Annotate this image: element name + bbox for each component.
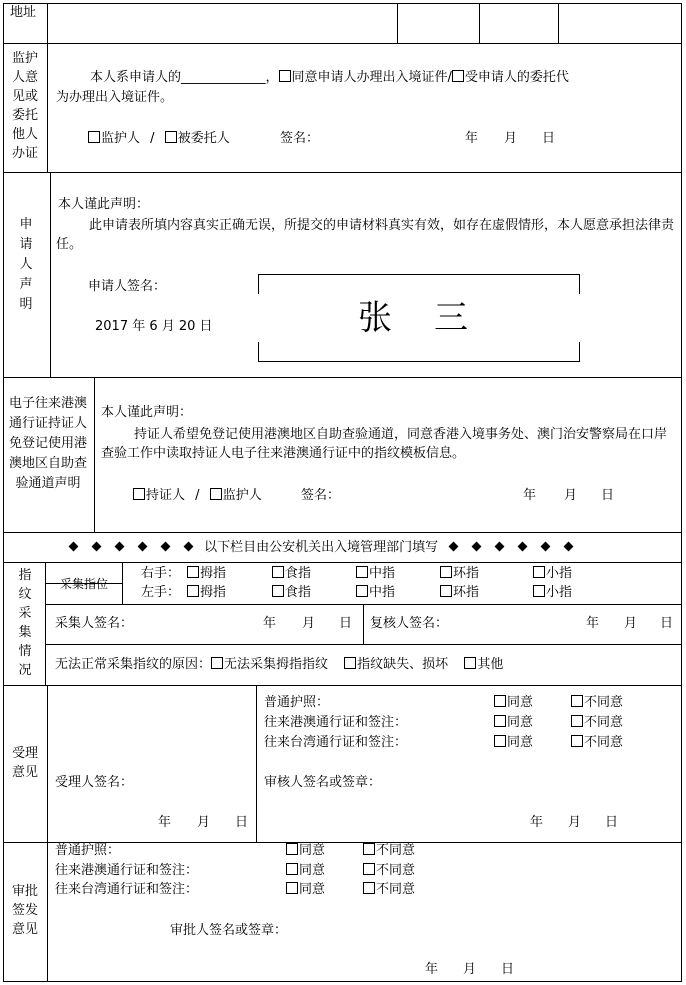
approver-sign-label: 审批人签名或签章： bbox=[170, 923, 288, 938]
left-middle[interactable]: 中指 bbox=[356, 585, 395, 601]
address-label: 地址 bbox=[10, 5, 37, 20]
reviewer-sign-label: 复核人签名： bbox=[370, 616, 449, 631]
diamond-icon bbox=[115, 542, 125, 552]
epermit-month: 月 bbox=[564, 488, 578, 503]
right-little[interactable]: 小指 bbox=[533, 566, 572, 582]
guardian-label: 监护人意见或委托他人办证 bbox=[11, 51, 38, 161]
applicant-declaration-title: 本人谨此声明： bbox=[58, 197, 150, 212]
diamond-icon bbox=[69, 542, 79, 552]
epermit-year: 年 bbox=[523, 488, 537, 503]
guardian-checkbox[interactable] bbox=[88, 131, 100, 143]
guardian-statement: 本人系申请人的_____________， 同意申请人办理出入境证件/ 受申请人的委托代 bbox=[90, 70, 569, 85]
col-line bbox=[363, 604, 364, 645]
guardian-year: 年 bbox=[465, 131, 479, 146]
agree-checkbox[interactable] bbox=[279, 70, 291, 82]
approval-disagree-1[interactable]: 不同意 bbox=[363, 843, 415, 859]
col-line bbox=[47, 3, 48, 173]
right-thumb[interactable]: 拇指 bbox=[187, 566, 226, 582]
row-line bbox=[3, 172, 682, 173]
trustee-checkbox[interactable] bbox=[165, 131, 177, 143]
acceptor-day: 日 bbox=[235, 815, 249, 830]
acceptance-disagree-3[interactable]: 不同意 bbox=[571, 735, 623, 751]
acceptance-item-hkmo: 往来港澳通行证和签注： bbox=[264, 715, 408, 730]
applicant-sign-label: 申请人签名： bbox=[88, 279, 167, 294]
col-line bbox=[94, 377, 95, 533]
holder-checkbox[interactable] bbox=[133, 488, 145, 500]
acceptance-reviewer-year: 年 bbox=[530, 815, 544, 830]
signature-box bbox=[258, 274, 580, 362]
col-line bbox=[47, 685, 48, 982]
approval-label: 审批签发意见 bbox=[11, 884, 38, 937]
acceptor-year: 年 bbox=[158, 815, 172, 830]
guardian-statement-line2: 为办理出入境证件。 bbox=[56, 90, 174, 105]
acceptance-label: 受理意见 bbox=[11, 746, 38, 780]
table-border-top bbox=[3, 3, 682, 4]
table-border-bottom bbox=[3, 981, 682, 982]
col-line bbox=[256, 685, 257, 843]
approval-year: 年 bbox=[425, 962, 439, 977]
acceptance-disagree-2[interactable]: 不同意 bbox=[571, 715, 623, 731]
approval-agree-3[interactable]: 同意 bbox=[286, 882, 325, 898]
diamond-icon bbox=[541, 542, 551, 552]
acceptance-disagree-1[interactable]: 不同意 bbox=[571, 695, 623, 711]
office-banner: 以下栏目由公安机关出入境管理部门填写 bbox=[62, 540, 580, 556]
col-line bbox=[397, 3, 398, 44]
approval-day: 日 bbox=[501, 962, 515, 977]
approval-agree-1[interactable]: 同意 bbox=[286, 843, 325, 859]
collector-sign-label: 采集人签名： bbox=[55, 616, 134, 631]
table-border-right bbox=[681, 3, 682, 982]
epermit-sign-label: 签名： bbox=[301, 488, 341, 503]
epermit-guardian-checkbox[interactable] bbox=[210, 488, 222, 500]
left-hand-label: 左手： bbox=[141, 585, 181, 600]
approval-item-hkmo: 往来港澳通行证和签注： bbox=[55, 863, 199, 878]
diamond-icon bbox=[564, 542, 574, 552]
col-line bbox=[558, 3, 559, 44]
approval-item-tw: 往来台湾通行证和签注： bbox=[55, 882, 199, 897]
left-index[interactable]: 食指 bbox=[272, 585, 311, 601]
guardian-role-line: 监护人 / 被委托人 bbox=[88, 131, 230, 147]
acceptance-reviewer-sign-label: 审核人签名或签章： bbox=[264, 775, 382, 790]
acceptance-reviewer-day: 日 bbox=[605, 815, 619, 830]
acceptance-agree-2[interactable]: 同意 bbox=[494, 715, 533, 731]
reviewer-year: 年 bbox=[586, 616, 600, 631]
entrusted-checkbox[interactable] bbox=[452, 70, 464, 82]
guardian-sign-label: 签名： bbox=[280, 131, 320, 146]
epermit-role-line: 持证人 / 监护人 bbox=[133, 488, 262, 504]
acceptance-item-passport: 普通护照： bbox=[264, 695, 330, 710]
approval-item-passport: 普通护照： bbox=[55, 843, 121, 858]
acceptance-agree-1[interactable]: 同意 bbox=[494, 695, 533, 711]
diamond-icon bbox=[161, 542, 171, 552]
reviewer-day: 日 bbox=[660, 616, 674, 631]
collector-year: 年 bbox=[263, 616, 277, 631]
diamond-icon bbox=[518, 542, 528, 552]
reason1-checkbox[interactable] bbox=[211, 657, 223, 669]
applicant-declaration-body: 此申请表所填内容真实正确无误，所提交的申请材料真实有效，如存在虚假情形，本人愿意承担法律责任。 bbox=[56, 218, 675, 252]
collector-day: 日 bbox=[339, 616, 353, 631]
acceptance-reviewer-month: 月 bbox=[568, 815, 582, 830]
col-line bbox=[50, 172, 51, 378]
row-line bbox=[3, 377, 682, 378]
left-thumb[interactable]: 拇指 bbox=[187, 585, 226, 601]
right-index[interactable]: 食指 bbox=[272, 566, 311, 582]
diamond-icon bbox=[472, 542, 482, 552]
diamond-icon bbox=[92, 542, 102, 552]
reviewer-month: 月 bbox=[624, 616, 638, 631]
left-little[interactable]: 小指 bbox=[533, 585, 572, 601]
collector-month: 月 bbox=[302, 616, 316, 631]
col-line bbox=[45, 562, 46, 686]
acceptor-sign-label: 受理人签名： bbox=[55, 775, 134, 790]
right-middle[interactable]: 中指 bbox=[356, 566, 395, 582]
right-hand-label: 右手： bbox=[141, 566, 181, 581]
applicant-signature: 张 三 bbox=[358, 298, 472, 338]
collect-position-label: 采集指位 bbox=[60, 577, 109, 591]
row-line bbox=[3, 43, 682, 44]
acceptance-item-tw: 往来台湾通行证和签注： bbox=[264, 735, 408, 750]
approval-agree-2[interactable]: 同意 bbox=[286, 863, 325, 879]
fingerprint-label: 指纹采集情况 bbox=[18, 568, 32, 678]
epermit-label: 电子往来港澳通行证持证人免登记使用港澳地区自助查验通道声明 bbox=[8, 396, 87, 491]
epermit-day: 日 bbox=[601, 488, 615, 503]
diamond-icon bbox=[138, 542, 148, 552]
row-line bbox=[3, 562, 682, 563]
epermit-body: 持证人希望免登记使用港澳地区自助查验通道，同意香港入境事务处、澳门治安警察局在口岸查验工作中读取持证人电子往来港澳通行证中的指纹模板信息。 bbox=[101, 427, 668, 461]
approval-month: 月 bbox=[463, 962, 477, 977]
diamond-icon bbox=[184, 542, 194, 552]
reason3-checkbox[interactable] bbox=[464, 657, 476, 669]
applicant-declaration-label: 申请人声明 bbox=[19, 217, 33, 312]
left-ring[interactable]: 环指 bbox=[440, 585, 479, 601]
approval-disagree-2[interactable]: 不同意 bbox=[363, 863, 415, 879]
row-line bbox=[3, 685, 682, 686]
row-line bbox=[3, 532, 682, 533]
epermit-title: 本人谨此声明： bbox=[101, 405, 193, 420]
guardian-month: 月 bbox=[504, 131, 518, 146]
guardian-day: 日 bbox=[542, 131, 556, 146]
approval-disagree-3[interactable]: 不同意 bbox=[363, 882, 415, 898]
right-ring[interactable]: 环指 bbox=[440, 566, 479, 582]
acceptance-agree-3[interactable]: 同意 bbox=[494, 735, 533, 751]
diamond-icon bbox=[449, 542, 459, 552]
reason2-checkbox[interactable] bbox=[344, 657, 356, 669]
diamond-icon bbox=[495, 542, 505, 552]
acceptor-month: 月 bbox=[197, 815, 211, 830]
fingerprint-reason-line: 无法正常采集指纹的原因： 无法采集拇指指纹 指纹缺失、损坏 其他 bbox=[55, 657, 504, 672]
col-line bbox=[479, 3, 480, 44]
applicant-sign-date: 2017 年 6 月 20 日 bbox=[95, 319, 213, 334]
table-border-left bbox=[3, 3, 4, 982]
